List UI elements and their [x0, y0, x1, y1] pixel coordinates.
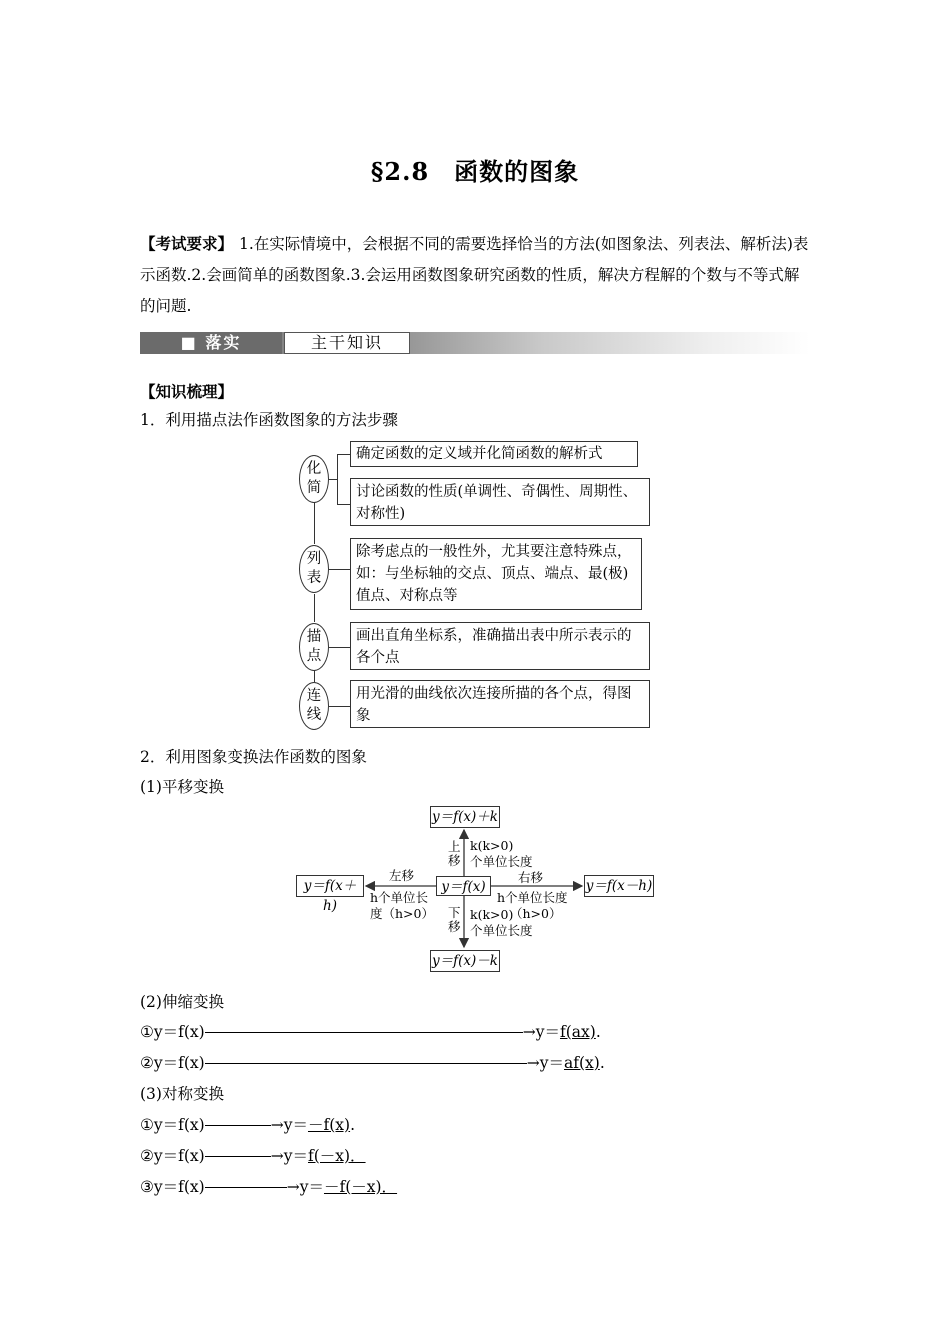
step-simplify-box-2: 讨论函数的性质(单调性、奇偶性、周期性、对称性): [350, 478, 650, 526]
down-label: 下移: [448, 905, 461, 934]
symmetry-2-arrow-line: [205, 1156, 271, 1157]
stretch-2-arrow-line: [205, 1063, 527, 1064]
step-simplify-oval: 化简: [299, 455, 329, 503]
stretch-row-2: [140, 1051, 605, 1073]
up-condition: k(k>0): [470, 838, 514, 853]
translate-right-box: y＝f(x－h): [584, 875, 654, 897]
stretch-1-arrow-line: [205, 1032, 523, 1033]
stretch-2-end: .: [599, 1054, 605, 1072]
page-title: §2.8 函数的图象: [370, 157, 580, 186]
step-simplify-box-1: 确定函数的定义域并化简函数的解析式: [350, 441, 638, 467]
symmetry-2-lead: →y＝: [270, 1147, 308, 1165]
up-unit: 个单位长度: [470, 854, 533, 869]
knowledge-section-label: 【知识梳理】: [140, 382, 234, 401]
stretch-2-result: af(x): [563, 1054, 600, 1072]
requirements-label: 【考试要求】: [140, 234, 234, 253]
symmetry-2-result: f(－x)．: [307, 1147, 366, 1165]
symmetry-row-1: [140, 1113, 355, 1135]
step-table-oval: 列表: [299, 545, 329, 593]
translate-left-box: y＝f(x＋h): [296, 875, 364, 897]
item-1-heading: 1．利用描点法作函数图象的方法步骤: [140, 411, 398, 429]
step-plot-oval: 描点: [299, 623, 329, 671]
symmetry-row-3: [140, 1175, 407, 1197]
stretch-row-1: [140, 1020, 601, 1042]
stretch-1-result: f(ax): [559, 1023, 596, 1041]
step-table-box: 除考虑点的一般性外，尤其要注意特殊点，如：与坐标轴的交点、顶点、端点、最(极)值点、对称点等: [350, 538, 642, 610]
item-2-heading: 2．利用图象变换法作函数的图象: [140, 748, 367, 766]
translate-bottom-box: y＝f(x)－k: [430, 950, 500, 972]
left-condition-1: h个单位长: [370, 890, 429, 905]
stretch-1-end: .: [595, 1023, 601, 1041]
symmetry-1-lead: →y＝: [270, 1116, 308, 1134]
step-plot-box: 画出直角坐标系，准确描出表中所示表示的各个点: [350, 622, 650, 670]
symmetry-1-prefix: ①y＝f(x): [140, 1116, 205, 1134]
symmetry-subheading: (3)对称变换: [140, 1085, 224, 1103]
translate-top-box: y＝f(x)＋k: [430, 806, 500, 828]
requirements-text: 1.在实际情境中，会根据不同的需要选择恰当的方法(如图象法、列表法、解析法)表示函数.2.会画简单的函数图象.3.会运用函数图象研究函数的性质，解决方程解的个数与不等式解的问题.: [140, 235, 809, 315]
symmetry-3-result: －f(－x)．: [323, 1178, 398, 1196]
symmetry-3-prefix: ③y＝f(x): [140, 1178, 205, 1196]
stretch-1-lead: →y＝: [522, 1023, 560, 1041]
symmetry-1-arrow-line: [205, 1125, 271, 1126]
left-condition-2: 度（h>0）: [370, 906, 434, 921]
translate-center-box: y＝f(x): [436, 876, 491, 896]
symmetry-1-end: .: [350, 1116, 355, 1134]
down-condition: k(k>0): [470, 907, 514, 922]
step-connect-oval: 连线: [299, 682, 329, 730]
symmetry-2-prefix: ②y＝f(x): [140, 1147, 205, 1165]
stretch-subheading: (2)伸缩变换: [140, 993, 224, 1011]
right-condition-1: h个单位长度: [497, 890, 568, 905]
stretch-2-prefix: ②y＝f(x): [140, 1054, 205, 1072]
up-label: 上移: [448, 839, 461, 868]
stretch-1-prefix: ①y＝f(x): [140, 1023, 205, 1041]
translation-subheading: (1)平移变换: [140, 778, 224, 796]
banner-left-label: ■ 落实: [140, 332, 282, 354]
right-condition-2: （h>0）: [510, 906, 562, 921]
banner-right-label: 主干知识: [284, 332, 410, 354]
right-label: 右移: [518, 870, 544, 885]
symmetry-1-result: －f(x): [307, 1116, 351, 1134]
symmetry-row-2: [140, 1144, 384, 1166]
step-connect-box: 用光滑的曲线依次连接所描的各个点，得图象: [350, 680, 650, 728]
stretch-2-lead: →y＝: [526, 1054, 564, 1072]
symmetry-3-arrow-line: [205, 1187, 287, 1188]
down-unit: 个单位长度: [470, 923, 533, 938]
left-label: 左移: [389, 868, 415, 883]
symmetry-3-lead: →y＝: [286, 1178, 324, 1196]
